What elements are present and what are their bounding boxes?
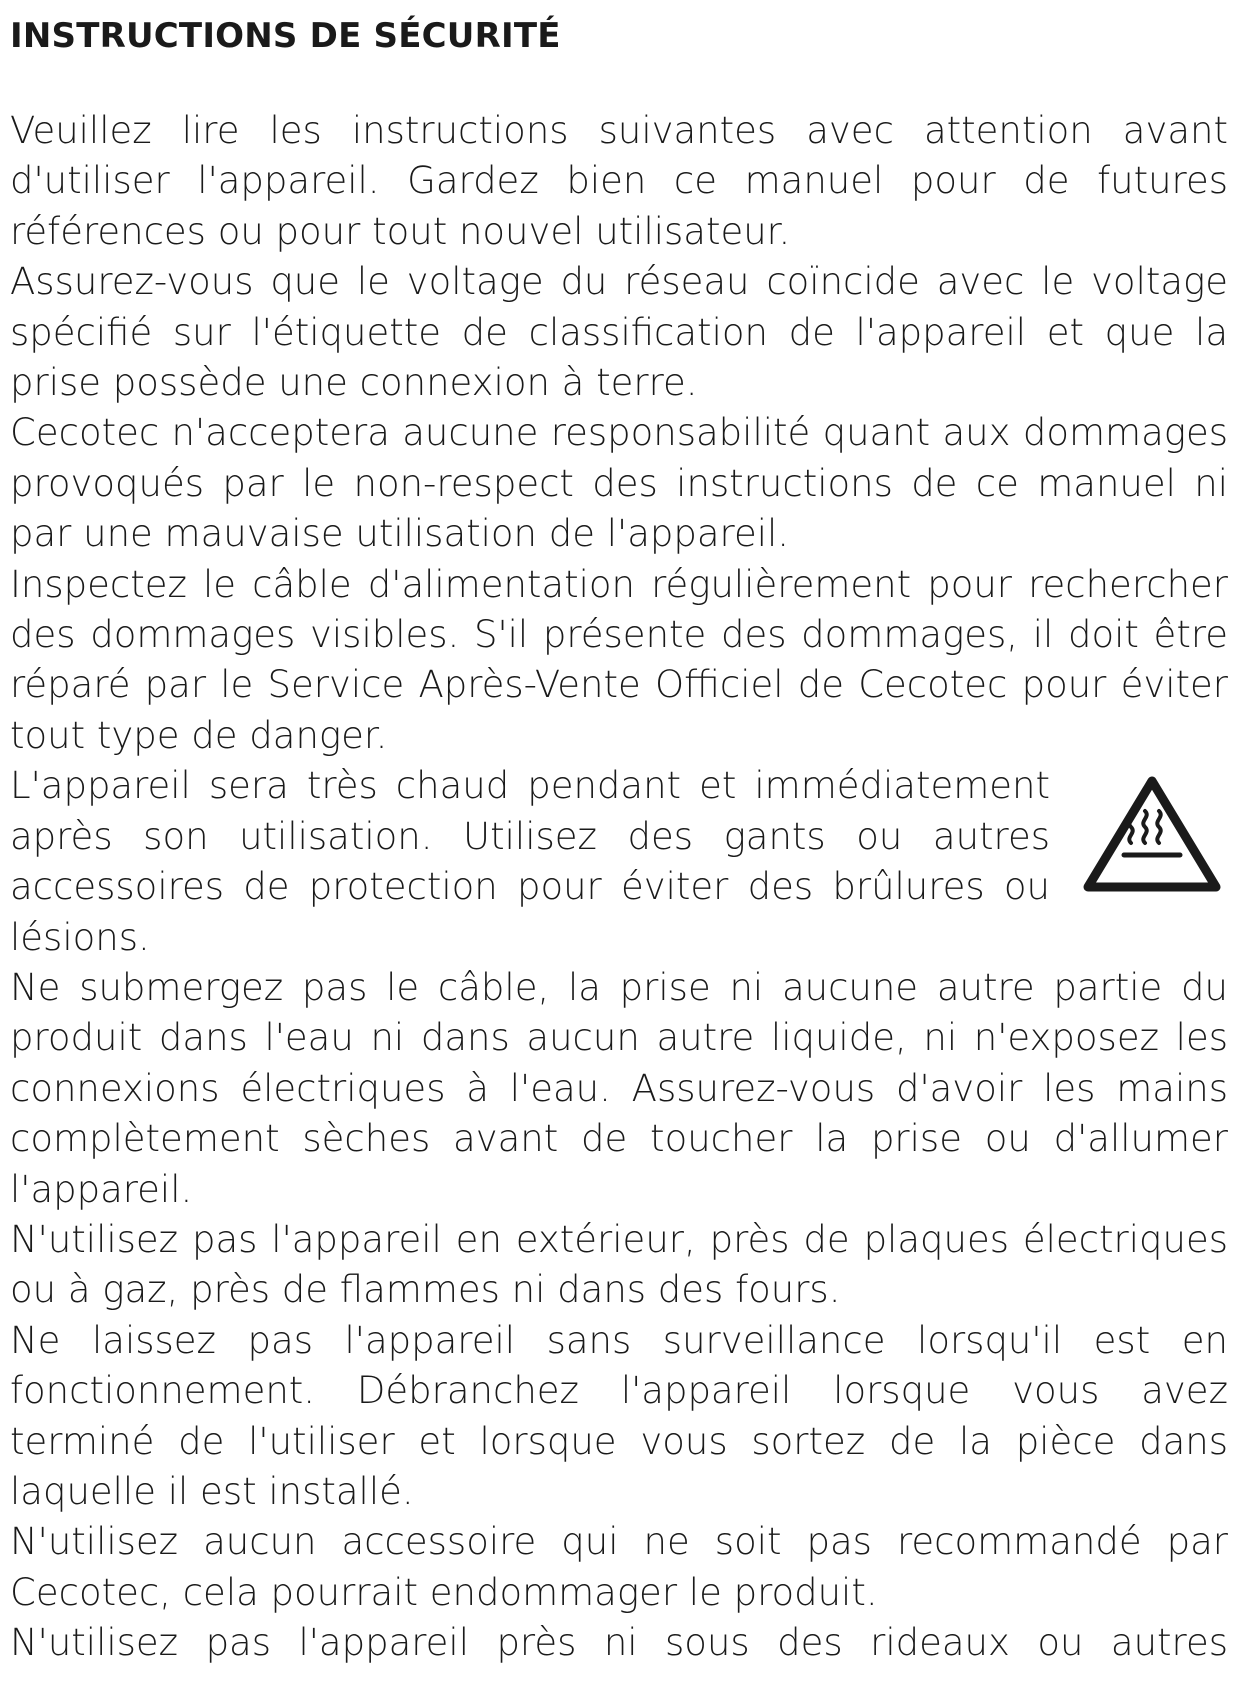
paragraph-supervision: Ne laissez pas l'appareil sans surveillance lorsqu'il est en fonctionnement. Débranchez l'appareil lorsque vous avez terminé de l'utiliser et lorsque vous sortez de la pièce dans laquelle il est installé. (10, 1318, 1228, 1513)
paragraph-hot-appliance: L'appareil sera très chaud pendant et immédiatement après son utilisation. Utilisez des gants ou autres accessoires de protection pour éviter des brûlures ou lésions. (10, 764, 1050, 959)
manual-page (10, 0, 1228, 1669)
page-title: INSTRUCTIONS DE SÉCURITÉ (10, 16, 561, 56)
paragraph-power-cable: Inspectez le câble d'alimentation régulièrement pour rechercher des dommages visibles. S'il présente des dommages, il doit être réparé par le Service Après-Vente Officiel de Cecotec pour éviter tout type de danger. (10, 562, 1228, 757)
paragraph-read-instructions: Veuillez lire les instructions suivantes avec attention avant d'utiliser l'appareil. Gardez bien ce manuel pour de futures références ou pour tout nouvel utilisateur. (10, 109, 1228, 253)
hot-surface-warning-icon (1082, 773, 1222, 895)
hot-surface-warning (10, 761, 1228, 963)
paragraph-responsibility: Cecotec n'acceptera aucune responsabilité quant aux dommages provoqués par le non-respect des instructions de ce manuel ni par une mauvaise utilisation de l'appareil. (10, 411, 1228, 556)
paragraph-outdoor: N'utilisez pas l'appareil en extérieur, près de plaques électriques ou à gaz, près de flammes ni dans des fours. (10, 1217, 1228, 1312)
paragraph-water: Ne submergez pas le câble, la prise ni aucune autre partie du produit dans l'eau ni dans aucun autre liquide, ni n'exposez les connexions électriques à l'eau. Assurez-vous d'avoir les mains complètement sèches avant de toucher la prise ou d'allumer l'appareil. (10, 965, 1228, 1211)
paragraph-voltage: Assurez-vous que le voltage du réseau coïncide avec le voltage spécifié sur l'étiquette de classification de l'appareil et que la prise possède une connexion à terre. (10, 260, 1228, 405)
paragraph-curtains: N'utilisez pas l'appareil près ni sous des rideaux ou autres (10, 1621, 1228, 1665)
paragraph-accessories: N'utilisez aucun accessoire qui ne soit pas recommandé par Cecotec, cela pourrait endommager le produit. (10, 1520, 1228, 1614)
safety-instructions (10, 106, 1228, 1669)
